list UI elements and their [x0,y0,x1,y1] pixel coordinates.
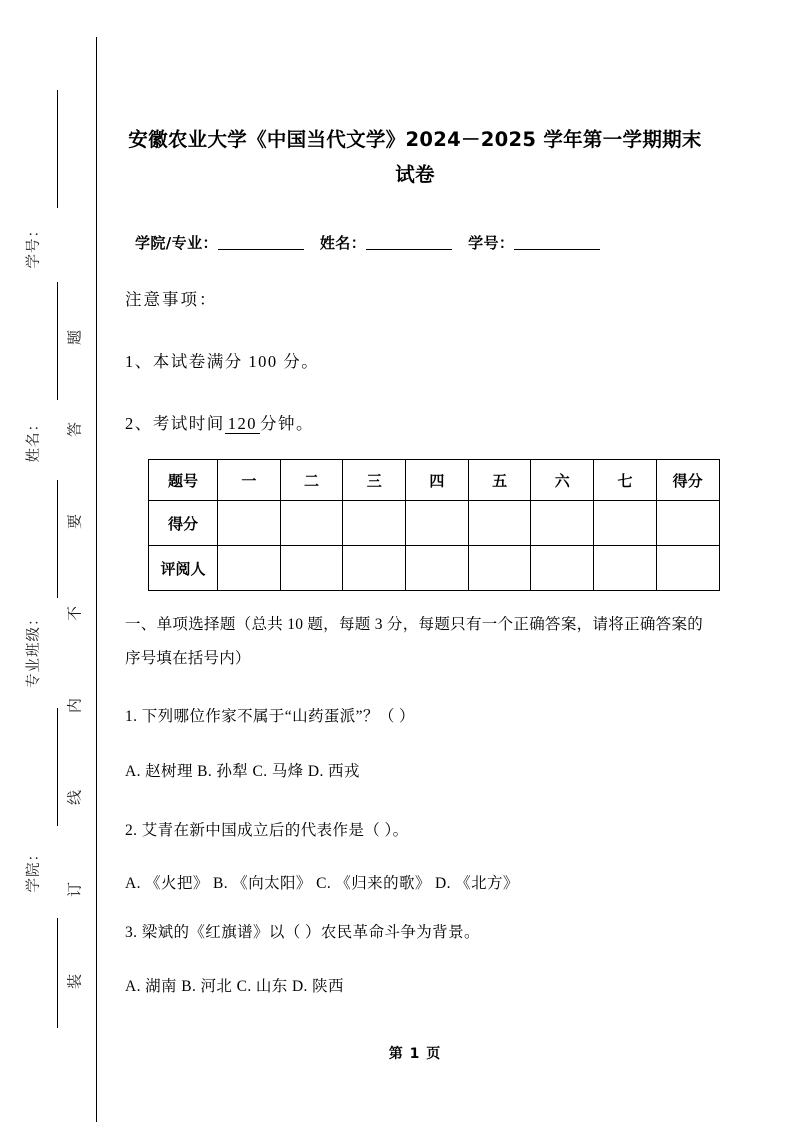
seal-line-sidebar [0,0,97,1122]
score-cell-1-2[interactable] [343,546,406,591]
score-table-header-0: 题号 [149,460,218,501]
score-row-label-0: 得分 [149,501,218,546]
notice-item-2 [125,410,314,434]
score-cell-0-2[interactable] [343,501,406,546]
score-table-header-4: 四 [406,460,469,501]
score-cell-1-0[interactable] [218,546,281,591]
college-major-blank[interactable] [218,234,304,250]
seal-char-6: 订 [67,882,84,898]
page-title: 安徽农业大学《中国当代文学》2024－2025 学年第一学期期末试卷 [128,128,702,186]
name-blank[interactable] [366,234,452,250]
seal-fill-rule-3 [57,708,58,826]
question-2-options[interactable]: A. 《火把》 B. 《向太阳》 C. 《归来的歌》 D. 《北方》 [125,875,519,892]
score-cell-0-3[interactable] [406,501,469,546]
score-table-header-6: 六 [531,460,594,501]
notice-item-2-prefix: 2、考试时间 [125,414,225,433]
seal-char-0: 题 [67,330,84,346]
notice-item-2-suffix: 分钟。 [260,414,314,433]
score-table-header-1: 一 [218,460,281,501]
seal-field-class: 专业班级： [25,610,42,688]
table-row [149,546,720,591]
seal-char-1: 答 [67,422,84,438]
score-cell-1-3[interactable] [406,546,469,591]
seal-field-labels [10,150,58,1030]
table-header-row [149,460,720,501]
notice-item-1: 1、本试卷满分 100 分。 [125,352,320,371]
seal-char-3: 不 [67,606,84,622]
seal-field-student-id: 学号： [25,222,42,269]
score-table-header-5: 五 [468,460,531,501]
seal-fill-rule-0 [57,90,58,208]
seal-field-college: 学院： [25,846,42,893]
seal-char-5: 线 [67,790,84,806]
student-info-line [135,232,715,253]
question-1-options[interactable]: A. 赵树理 B. 孙犁 C. 马烽 D. 西戎 [125,763,360,780]
student-id-label: 学号： [468,234,515,252]
score-cell-0-0[interactable] [218,501,281,546]
paper-body [125,0,715,1122]
seal-fill-rule-1 [57,282,58,400]
name-label: 姓名： [319,234,367,252]
seal-char-2: 要 [67,514,84,530]
table-row [149,501,720,546]
score-cell-1-4[interactable] [468,546,531,591]
score-table-header-7: 七 [594,460,657,501]
exam-duration-value: 120 [225,414,260,434]
score-cell-0-5[interactable] [531,501,594,546]
score-cell-1-7[interactable] [656,546,719,591]
score-table-header-8: 得分 [656,460,719,501]
page-footer: 第 1 页 [388,1046,442,1062]
student-id-blank[interactable] [514,234,600,250]
score-summary-table [148,459,720,591]
score-cell-0-4[interactable] [468,501,531,546]
seal-vertical-rule [96,37,97,1122]
seal-fill-rule-4 [57,918,58,1028]
notice-heading: 注意事项： [125,290,218,309]
question-3-stem: 3. 梁斌的《红旗谱》以（ ）农民革命斗争为背景。 [125,924,480,941]
score-row-label-1: 评阅人 [149,546,218,591]
section-one-title: 一、单项选择题（总共 10 题，每题 3 分，每题只有一个正确答案，请将正确答案的序号填在括号内） [125,616,703,667]
question-1-stem: 1. 下列哪位作家不属于“山药蛋派”？（ ） [125,708,415,725]
seal-fill-rule-2 [57,480,58,598]
seal-char-4: 内 [67,698,84,714]
score-cell-1-1[interactable] [280,546,343,591]
score-cell-0-6[interactable] [594,501,657,546]
college-major-label: 学院/专业： [135,234,218,252]
score-cell-1-6[interactable] [594,546,657,591]
question-2-stem: 2. 艾青在新中国成立后的代表作是（ ）。 [125,822,409,839]
seal-field-name: 姓名： [25,416,42,463]
score-table-header-3: 三 [343,460,406,501]
score-table-header-2: 二 [280,460,343,501]
score-cell-0-1[interactable] [280,501,343,546]
score-cell-0-7[interactable] [656,501,719,546]
question-3-options[interactable]: A. 湖南 B. 河北 C. 山东 D. 陕西 [125,978,344,995]
score-cell-1-5[interactable] [531,546,594,591]
seal-notice-characters [58,330,94,1030]
seal-char-7: 装 [67,974,84,990]
